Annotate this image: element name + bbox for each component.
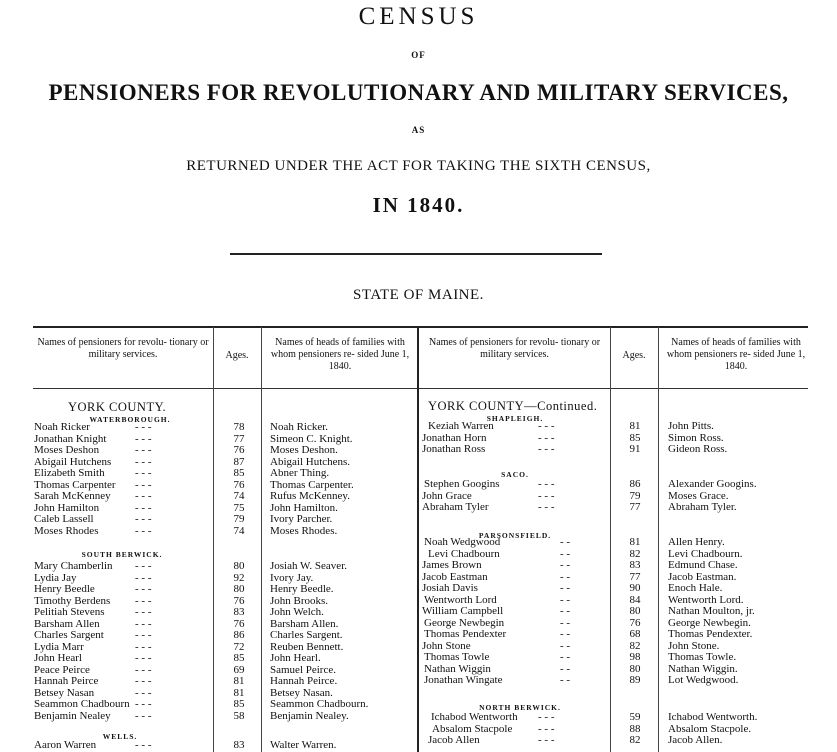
pensioner-name: Peace Peirce xyxy=(34,663,90,676)
family-head-name: Nathan Moulton, jr. xyxy=(668,605,755,617)
pensioner-name: Moses Rhodes xyxy=(34,524,99,537)
pensioner-age: 78 xyxy=(233,421,245,433)
pensioner-name: Keziah Warren xyxy=(428,420,494,432)
family-head-name: Alexander Googins. xyxy=(668,478,757,490)
pensioner-age: 81 xyxy=(629,420,641,432)
leader-dots: - - - xyxy=(538,478,555,490)
pensioner-name: Jacob Eastman xyxy=(422,570,488,583)
pensioner-name: James Brown xyxy=(422,559,482,571)
family-head-name: John Hearl. xyxy=(270,652,321,664)
page-center-divider xyxy=(417,327,419,752)
pensioner-age: 82 xyxy=(629,734,641,746)
header-pensioners-left: Names of pensioners for revolu- tionary or military services. xyxy=(37,337,209,360)
pensioner-age: 82 xyxy=(629,547,641,560)
pensioner-age: 74 xyxy=(233,524,245,537)
leader-dots: - - xyxy=(560,605,571,617)
pensioner-age: 77 xyxy=(233,432,245,445)
pensioner-name: Mary Chamberlin xyxy=(34,560,113,572)
pensioner-name: William Campbell xyxy=(422,605,504,617)
pensioner-age: 58 xyxy=(233,709,245,722)
town-south-berwick: SOUTH BERWICK. xyxy=(81,550,163,559)
leader-dots: - - - xyxy=(135,629,152,641)
of-heading: OF xyxy=(411,50,426,60)
pensioner-age: 85 xyxy=(233,467,245,479)
pensioner-age: 90 xyxy=(629,582,641,594)
header-heads-left: Names of heads of families with whom pensioners re- sided June 1, 1840. xyxy=(270,337,410,372)
family-head-name: Moses Deshon. xyxy=(270,444,338,456)
pensioner-name: Hannah Peirce xyxy=(34,675,99,687)
pensioner-age: 76 xyxy=(233,444,245,456)
pensioner-name: Jacob Allen xyxy=(428,734,480,746)
leader-dots: - - - xyxy=(135,606,152,618)
leader-dots: - - - xyxy=(538,420,555,432)
leader-dots: - - xyxy=(560,628,571,640)
family-head-name: Enoch Hale. xyxy=(668,582,723,594)
pensioner-age: 76 xyxy=(629,616,641,629)
leader-dots: - - - xyxy=(135,432,152,445)
pensioner-age: 89 xyxy=(629,674,641,686)
leader-dots: - - - xyxy=(538,443,555,455)
pensioner-name: Thomas Pendexter xyxy=(424,628,507,640)
column-divider xyxy=(610,327,611,752)
pensioner-name: Lydia Jay xyxy=(34,571,77,584)
pensioner-age: 92 xyxy=(233,571,245,584)
family-head-name: John Welch. xyxy=(270,606,324,618)
pensioner-age: 68 xyxy=(629,628,641,640)
family-head-name: Josiah W. Seaver. xyxy=(270,560,347,572)
family-head-name: Nathan Wiggin. xyxy=(668,662,738,675)
pensioner-name: Stephen Googins xyxy=(424,478,500,490)
pensioner-age: 81 xyxy=(233,675,245,687)
pensioner-name: Jonathan Knight xyxy=(34,432,107,445)
pensioner-name: Charles Sargent xyxy=(34,629,104,641)
leader-dots: - - - xyxy=(135,686,152,699)
leader-dots: - - - xyxy=(135,467,152,479)
as-heading: AS xyxy=(411,125,426,135)
column-divider xyxy=(261,327,262,752)
pensioner-name: Abigail Hutchens xyxy=(34,455,112,468)
pensioner-name: John Stone xyxy=(422,639,471,652)
state-heading: STATE OF MAINE. xyxy=(353,287,484,303)
pensioner-age: 72 xyxy=(233,640,245,653)
pensioner-name: Jonathan Horn xyxy=(422,431,487,444)
main-title: PENSIONERS FOR REVOLUTIONARY AND MILITARY SERVICES, xyxy=(48,80,789,105)
county-heading-right: YORK COUNTY—Continued. xyxy=(428,399,598,413)
leader-dots: - - - xyxy=(135,421,152,433)
pensioner-age: 88 xyxy=(629,722,641,735)
family-head-name: Levi Chadbourn. xyxy=(668,547,743,560)
leader-dots: - - - xyxy=(135,455,152,468)
leader-dots: - - - xyxy=(538,489,555,502)
leader-dots: - - xyxy=(560,593,571,606)
pensioner-name: Jonathan Ross xyxy=(422,443,486,455)
leader-dots: - - xyxy=(560,674,571,686)
family-head-name: John Stone. xyxy=(668,639,720,652)
leader-dots: - - - xyxy=(135,640,152,653)
pensioner-name: Absalom Stacpole xyxy=(432,722,513,735)
family-head-name: Benjamin Nealey. xyxy=(270,709,349,722)
family-head-name: Thomas Pendexter. xyxy=(668,628,753,640)
leader-dots: - - - xyxy=(135,652,152,664)
header-ages-right: Ages. xyxy=(622,350,646,361)
pensioner-age: 59 xyxy=(629,711,641,723)
family-head-name: Moses Rhodes. xyxy=(270,524,338,537)
pensioner-age: 81 xyxy=(629,536,641,548)
family-head-name: Gideon Ross. xyxy=(668,443,728,455)
pensioner-name: Levi Chadbourn xyxy=(428,547,500,560)
leader-dots: - - xyxy=(560,570,571,583)
leader-dots: - - - xyxy=(538,711,555,723)
leader-dots: - - xyxy=(560,651,571,663)
family-head-name: Samuel Peirce. xyxy=(270,663,336,676)
family-head-name: Thomas Towle. xyxy=(668,651,737,663)
leader-dots: - - - xyxy=(135,698,152,710)
family-head-name: Abigail Hutchens. xyxy=(270,455,351,468)
town-parsonsfield: PARSONSFIELD. xyxy=(478,531,552,540)
town-wells: WELLS. xyxy=(102,732,138,741)
town-shapleigh: SHAPLEIGH. xyxy=(486,414,544,423)
pensioner-name: Pelitiah Stevens xyxy=(34,606,105,618)
pensioner-name: Sarah McKenney xyxy=(34,490,111,502)
leader-dots: - - - xyxy=(135,663,152,676)
pensioner-age: 81 xyxy=(233,686,245,699)
pensioner-age: 79 xyxy=(629,489,641,502)
leader-dots: - - xyxy=(560,582,571,594)
family-head-name: Jacob Allen. xyxy=(668,734,723,746)
year-heading: IN 1840. xyxy=(372,193,465,217)
leader-dots: - - - xyxy=(135,490,152,502)
pensioner-name: Henry Beedle xyxy=(34,583,95,595)
family-head-name: Absalom Stacpole. xyxy=(668,722,752,735)
pensioner-name: John Grace xyxy=(422,489,472,502)
pensioner-age: 69 xyxy=(233,663,245,676)
header-ages-left: Ages. xyxy=(225,350,249,361)
pensioner-age: 80 xyxy=(629,605,641,617)
pensioner-name: Betsey Nasan xyxy=(34,686,95,699)
pensioner-age: 77 xyxy=(629,501,641,513)
town-north-berwick: NORTH BERWICK. xyxy=(479,703,561,712)
pensioner-name: Benjamin Nealey xyxy=(34,709,111,722)
leader-dots: - - - xyxy=(135,709,152,722)
pensioner-name: Jonathan Wingate xyxy=(424,674,503,686)
town-waterborough: WATERBOROUGH. xyxy=(89,415,171,424)
pensioner-age: 85 xyxy=(629,431,641,444)
family-head-name: Henry Beedle. xyxy=(270,583,334,595)
leader-dots: - - - xyxy=(135,478,152,491)
family-head-name: Moses Grace. xyxy=(668,489,729,502)
leader-dots: - - - xyxy=(135,675,152,687)
pensioner-name: Timothy Berdens xyxy=(34,594,111,607)
pensioner-name: Abraham Tyler xyxy=(422,501,489,513)
family-head-name: Simon Ross. xyxy=(668,431,724,444)
pensioner-name: Elizabeth Smith xyxy=(34,467,105,479)
table-top-rule xyxy=(33,326,808,328)
pensioner-age: 75 xyxy=(233,501,245,514)
leader-dots: - - - xyxy=(135,513,152,525)
pensioner-name: Wentworth Lord xyxy=(424,593,497,606)
pensioner-age: 86 xyxy=(629,478,641,490)
pensioner-age: 87 xyxy=(233,455,245,468)
pensioner-age: 85 xyxy=(233,652,245,664)
family-head-name: Betsey Nasan. xyxy=(270,686,333,699)
pensioner-age: 83 xyxy=(233,606,245,618)
leader-dots: - - - xyxy=(135,560,152,572)
pensioner-age: 98 xyxy=(629,651,641,663)
leader-dots: - - - xyxy=(538,722,555,735)
family-head-name: Ichabod Wentworth. xyxy=(668,711,758,723)
pensioner-age: 79 xyxy=(233,513,245,525)
leader-dots: - - - xyxy=(135,594,152,607)
family-head-name: Hannah Peirce. xyxy=(270,675,338,687)
family-head-name: Simeon C. Knight. xyxy=(270,432,353,445)
census-heading: CENSUS xyxy=(358,3,479,30)
family-head-name: Edmund Chase. xyxy=(668,559,738,571)
pensioner-age: 84 xyxy=(629,593,641,606)
family-head-name: Wentworth Lord. xyxy=(668,593,744,606)
pensioner-age: 83 xyxy=(629,559,641,571)
pensioner-age: 82 xyxy=(629,639,641,652)
leader-dots: - - - xyxy=(135,444,152,456)
county-heading-left: YORK COUNTY. xyxy=(68,400,167,414)
family-head-name: Jacob Eastman. xyxy=(668,570,737,583)
leader-dots: - - - xyxy=(135,739,152,751)
table-header-rule xyxy=(33,388,808,389)
title-rule xyxy=(230,253,602,255)
family-head-name: Allen Henry. xyxy=(668,536,725,548)
leader-dots: - - - xyxy=(135,583,152,595)
pensioner-name: Noah Wedgwood xyxy=(424,536,501,548)
town-saco: SACO. xyxy=(501,470,529,479)
pensioner-age: 77 xyxy=(629,570,641,583)
pensioner-name: Josiah Davis xyxy=(422,582,478,594)
pensioner-age: 80 xyxy=(233,560,245,572)
leader-dots: - - - xyxy=(538,501,555,513)
leader-dots: - - xyxy=(560,662,571,675)
family-head-name: Walter Warren. xyxy=(270,739,337,751)
pensioner-age: 83 xyxy=(233,739,245,751)
leader-dots: - - xyxy=(560,536,571,548)
family-head-name: John Hamilton. xyxy=(270,501,338,514)
family-head-name: Lot Wedgwood. xyxy=(668,674,739,686)
family-head-name: Noah Ricker. xyxy=(270,421,329,433)
pensioner-age: 80 xyxy=(233,583,245,595)
column-divider xyxy=(658,327,659,752)
pensioner-name: Noah Ricker xyxy=(34,421,90,433)
pensioner-name: Nathan Wiggin xyxy=(424,662,491,675)
family-head-name: Seammon Chadbourn. xyxy=(270,698,369,710)
pensioner-name: Aaron Warren xyxy=(34,739,97,751)
pensioner-name: John Hearl xyxy=(34,652,82,664)
family-head-name: Barsham Allen. xyxy=(270,617,339,630)
pensioner-age: 76 xyxy=(233,617,245,630)
pensioner-name: Thomas Towle xyxy=(424,651,490,663)
family-head-name: Thomas Carpenter. xyxy=(270,478,354,491)
family-head-name: Reuben Bennett. xyxy=(270,640,344,653)
family-head-name: John Brooks. xyxy=(270,594,329,607)
leader-dots: - - - xyxy=(538,431,555,444)
leader-dots: - - xyxy=(560,547,571,560)
leader-dots: - - - xyxy=(538,734,555,746)
pensioner-age: 76 xyxy=(233,594,245,607)
pensioner-name: Thomas Carpenter xyxy=(34,478,116,491)
column-divider xyxy=(213,327,214,752)
family-head-name: Ivory Jay. xyxy=(270,571,314,584)
leader-dots: - - xyxy=(560,639,571,652)
leader-dots: - - xyxy=(560,559,571,571)
family-head-name: Charles Sargent. xyxy=(270,629,343,641)
pensioner-name: Barsham Allen xyxy=(34,617,100,630)
pensioner-name: Lydia Marr xyxy=(34,640,84,653)
header-heads-right: Names of heads of families with whom pensioners re- sided June 1, 1840. xyxy=(666,337,806,372)
pensioner-name: Seammon Chadbourn xyxy=(34,698,130,710)
leader-dots: - - - xyxy=(135,571,152,584)
pensioner-age: 86 xyxy=(233,629,245,641)
pensioner-age: 91 xyxy=(629,443,641,455)
pensioner-age: 85 xyxy=(233,698,245,710)
leader-dots: - - - xyxy=(135,617,152,630)
pensioner-age: 74 xyxy=(233,490,245,502)
leader-dots: - - - xyxy=(135,501,152,514)
family-head-name: George Newbegin. xyxy=(668,616,751,629)
family-head-name: Abner Thing. xyxy=(270,467,330,479)
pensioner-age: 76 xyxy=(233,478,245,491)
leader-dots: - - - xyxy=(135,524,152,537)
family-head-name: Ivory Parcher. xyxy=(270,513,333,525)
pensioner-name: Moses Deshon xyxy=(34,444,100,456)
pensioner-name: Caleb Lassell xyxy=(34,513,94,525)
pensioner-age: 80 xyxy=(629,662,641,675)
pensioner-name: Ichabod Wentworth xyxy=(431,711,518,723)
family-head-name: Abraham Tyler. xyxy=(668,501,737,513)
pensioner-name: John Hamilton xyxy=(34,501,100,514)
family-head-name: Rufus McKenney. xyxy=(270,490,350,502)
family-head-name: John Pitts. xyxy=(668,420,714,432)
returned-heading: RETURNED UNDER THE ACT FOR TAKING THE SIXTH CENSUS, xyxy=(186,158,651,174)
pensioner-name: George Newbegin xyxy=(424,616,505,629)
header-pensioners-right: Names of pensioners for revolu- tionary or military services. xyxy=(428,337,601,360)
leader-dots: - - xyxy=(560,616,571,629)
